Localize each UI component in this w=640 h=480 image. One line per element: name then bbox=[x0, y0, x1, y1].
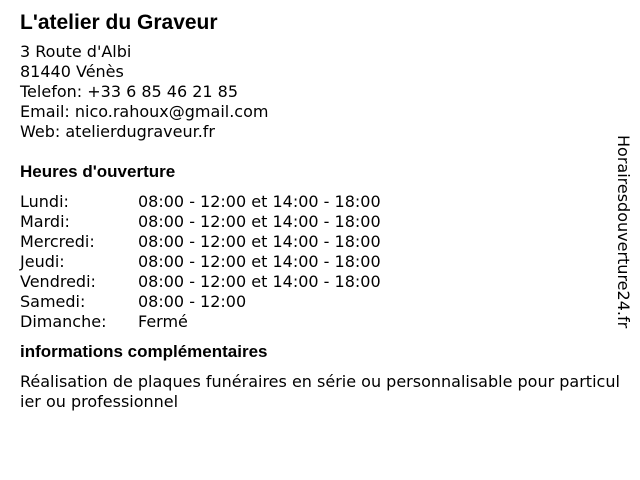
day-label: Samedi: bbox=[20, 292, 86, 311]
day-hours: 08:00 - 12:00 et 14:00 - 18:00 bbox=[138, 272, 381, 291]
address-city: 81440 Vénès bbox=[20, 62, 124, 81]
day-label: Mercredi: bbox=[20, 232, 95, 251]
business-description: Réalisation de plaques funéraires en série ou personnalisable pour particulier ou professionnel bbox=[20, 372, 620, 411]
day-hours: 08:00 - 12:00 et 14:00 - 18:00 bbox=[138, 232, 381, 251]
site-watermark: Horairesdouverture24.fr bbox=[614, 135, 633, 329]
day-label: Dimanche: bbox=[20, 312, 107, 331]
additional-info-heading: informations complémentaires bbox=[20, 342, 268, 361]
day-hours: 08:00 - 12:00 et 14:00 - 18:00 bbox=[138, 212, 381, 231]
day-label: Vendredi: bbox=[20, 272, 96, 291]
day-hours: 08:00 - 12:00 et 14:00 - 18:00 bbox=[138, 252, 381, 271]
hours-row bbox=[20, 252, 381, 272]
address-street: 3 Route d'Albi bbox=[20, 42, 132, 61]
hours-row bbox=[20, 212, 381, 232]
day-hours: 08:00 - 12:00 et 14:00 - 18:00 bbox=[138, 192, 381, 211]
hours-row bbox=[20, 272, 381, 292]
business-card bbox=[20, 10, 620, 412]
hours-row bbox=[20, 312, 381, 332]
email-address: Email: nico.rahoux@gmail.com bbox=[20, 102, 269, 121]
day-label: Jeudi: bbox=[20, 252, 65, 271]
phone-number: Telefon: +33 6 85 46 21 85 bbox=[20, 82, 239, 101]
website: Web: atelierdugraveur.fr bbox=[20, 122, 216, 141]
hours-row bbox=[20, 292, 381, 312]
hours-row bbox=[20, 192, 381, 212]
business-name: L'atelier du Graveur bbox=[20, 11, 218, 34]
day-hours: 08:00 - 12:00 bbox=[138, 292, 247, 311]
day-label: Mardi: bbox=[20, 212, 70, 231]
opening-hours-heading: Heures d'ouverture bbox=[20, 162, 176, 181]
day-hours: Fermé bbox=[138, 312, 188, 331]
opening-hours-table bbox=[20, 192, 381, 332]
day-label: Lundi: bbox=[20, 192, 69, 211]
hours-row bbox=[20, 232, 381, 252]
